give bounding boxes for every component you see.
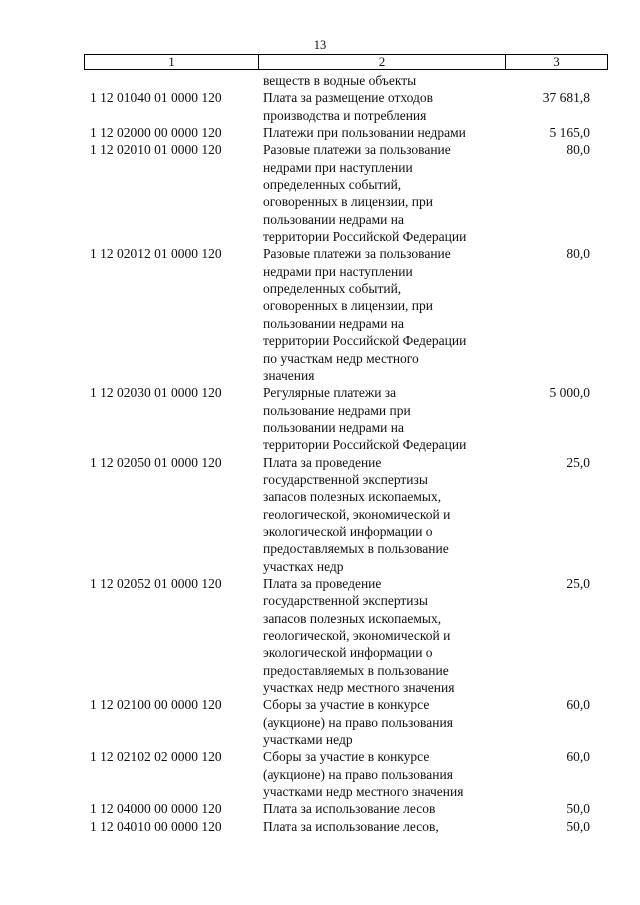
revenue-name-line: Платежи при пользовании недрами <box>263 125 466 141</box>
revenue-code: 1 12 02000 00 0000 120 <box>90 125 222 141</box>
amount: 5 000,0 <box>549 385 590 401</box>
revenue-code: 1 12 02010 01 0000 120 <box>90 142 222 158</box>
amount: 50,0 <box>566 818 590 834</box>
revenue-name-line: недрами при наступлении <box>263 263 413 279</box>
revenue-name-line: Разовые платежи за пользование <box>263 142 451 158</box>
table-row <box>0 72 640 89</box>
revenue-name-line: экологической информации о <box>263 523 433 539</box>
table-row <box>0 818 640 835</box>
revenue-name-line: по участкам недр местного <box>263 350 419 366</box>
revenue-name-line: Регулярные платежи за <box>263 385 397 401</box>
amount: 25,0 <box>566 575 590 591</box>
revenue-name-line: территории Российской Федерации <box>263 229 467 245</box>
revenue-name-line: определенных событий, <box>263 281 402 297</box>
revenue-name-line: государственной экспертизы <box>263 593 428 609</box>
budget-table-body <box>0 72 640 835</box>
revenue-name-line: Плата за использование лесов, <box>263 818 439 834</box>
table-row <box>0 89 640 124</box>
revenue-name <box>263 696 513 748</box>
table-row <box>0 748 640 800</box>
revenue-name <box>263 72 513 89</box>
revenue-name-line: Разовые платежи за пользование <box>263 246 451 262</box>
revenue-name-line: оговоренных в лицензии, при <box>263 298 434 314</box>
revenue-name-line: экологической информации о <box>263 645 433 661</box>
revenue-name-line: значения <box>263 367 315 383</box>
revenue-name-line: недрами при наступлении <box>263 159 413 175</box>
revenue-name-line: определенных событий, <box>263 177 402 193</box>
revenue-name-line: Плата за размещение отходов <box>263 90 433 106</box>
revenue-name <box>263 141 513 245</box>
revenue-name <box>263 454 513 575</box>
table-row <box>0 454 640 575</box>
revenue-name <box>263 800 513 817</box>
revenue-name <box>263 89 513 124</box>
revenue-name <box>263 748 513 800</box>
column-header-3: 3 <box>553 54 560 69</box>
page-number: 13 <box>313 38 327 52</box>
table-row <box>0 800 640 817</box>
revenue-name-line: производства и потребления <box>263 107 427 123</box>
revenue-name-line: государственной экспертизы <box>263 471 428 487</box>
revenue-name <box>263 124 513 141</box>
revenue-name-line: пользовании недрами на <box>263 211 404 227</box>
revenue-name-line: территории Российской Федерации <box>263 333 467 349</box>
table-row <box>0 696 640 748</box>
revenue-name <box>263 245 513 384</box>
revenue-name-line: запасов полезных ископаемых, <box>263 489 442 505</box>
table-row <box>0 575 640 696</box>
amount: 5 165,0 <box>549 125 590 141</box>
amount: 80,0 <box>566 246 590 262</box>
revenue-code: 1 12 02100 00 0000 120 <box>90 697 222 713</box>
revenue-name-line: предоставляемых в пользование <box>263 541 449 557</box>
amount: 80,0 <box>566 142 590 158</box>
amount: 60,0 <box>566 697 590 713</box>
revenue-name-line: геологической, экономической и <box>263 628 451 643</box>
revenue-name-line: пользование недрами при <box>263 402 411 418</box>
revenue-name-line: предоставляемых в пользование <box>263 662 449 678</box>
amount: 50,0 <box>566 801 590 817</box>
revenue-name-line: участках недр местного значения <box>263 680 455 696</box>
revenue-code: 1 12 04000 00 0000 120 <box>90 801 222 817</box>
revenue-name-line: веществ в водные объекты <box>263 73 417 88</box>
revenue-name-line: Сборы за участие в конкурсе <box>263 697 430 713</box>
revenue-code: 1 12 01040 01 0000 120 <box>90 90 222 106</box>
revenue-name-line: участках недр <box>263 558 344 574</box>
revenue-name-line: участками недр местного значения <box>263 784 464 800</box>
revenue-code: 1 12 02052 01 0000 120 <box>90 575 222 591</box>
column-header-row <box>84 54 608 70</box>
revenue-name-line: территории Российской Федерации <box>263 437 467 453</box>
revenue-name-line: Плата за использование лесов <box>263 801 436 817</box>
table-row <box>0 384 640 453</box>
table-row <box>0 141 640 245</box>
revenue-code: 1 12 02030 01 0000 120 <box>90 385 222 401</box>
amount: 37 681,8 <box>542 90 590 106</box>
revenue-name-line: запасов полезных ископаемых, <box>263 610 442 626</box>
amount: 25,0 <box>566 454 590 470</box>
revenue-code: 1 12 02050 01 0000 120 <box>90 454 222 470</box>
revenue-name-line: пользовании недрами на <box>263 419 404 435</box>
revenue-code: 1 12 02012 01 0000 120 <box>90 246 222 262</box>
revenue-code: 1 12 02102 02 0000 120 <box>90 749 222 765</box>
column-header-2: 2 <box>259 55 506 69</box>
revenue-name-line: оговоренных в лицензии, при <box>263 194 434 210</box>
revenue-name <box>263 818 513 835</box>
revenue-name-line: (аукционе) на право пользования <box>263 714 453 730</box>
revenue-name <box>263 575 513 696</box>
amount: 60,0 <box>566 749 590 765</box>
revenue-name <box>263 384 513 453</box>
column-header-1: 1 <box>85 55 259 69</box>
revenue-name-line: Сборы за участие в конкурсе <box>263 749 430 765</box>
revenue-name-line: Плата за проведение <box>263 575 382 591</box>
revenue-name-line: пользовании недрами на <box>263 315 404 331</box>
revenue-name-line: (аукционе) на право пользования <box>263 766 453 782</box>
revenue-name-line: участками недр <box>263 732 353 748</box>
revenue-name-line: геологической, экономической и <box>263 506 451 522</box>
revenue-name-line: Плата за проведение <box>263 454 382 470</box>
table-row <box>0 245 640 384</box>
revenue-code: 1 12 04010 00 0000 120 <box>90 818 222 834</box>
table-row <box>0 124 640 141</box>
